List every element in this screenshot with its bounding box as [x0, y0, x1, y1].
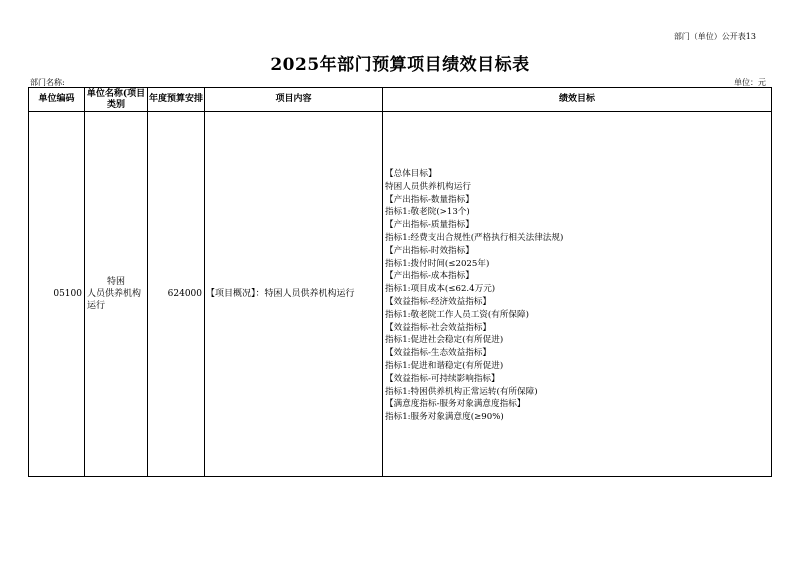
table-row [29, 112, 772, 477]
goal-line: 【产出指标-成本指标】 [385, 271, 474, 282]
goal-line: 指标1:经费支出合规性(严格执行相关法律法规) [385, 232, 564, 243]
goal-line: 【效益指标-社会效益指标】 [385, 322, 492, 333]
department-name-label: 部门名称: [30, 78, 65, 87]
goal-line: 指标1:服务对象满意度(≥90%) [385, 412, 504, 423]
cell-unit-code: 05100 [29, 112, 85, 477]
currency-unit-label: 单位：元 [734, 78, 766, 87]
unit-name-line1: 特困 [106, 277, 125, 287]
goal-line: 指标1:敬老院(>13个) [385, 207, 470, 218]
goal-line: 指标1:促进社会稳定(有所促进) [385, 335, 504, 346]
header-unit-name: 单位名称(项目类别 [85, 88, 148, 112]
header-performance-goals: 绩效目标 [383, 88, 772, 112]
unit-name-line2: 人员供养机构运行 [87, 289, 142, 311]
goal-line: 指标1:促进和谐稳定(有所促进) [385, 360, 504, 371]
goal-line: 指标1:项目成本(≤62.4万元) [385, 284, 496, 295]
header-project-content: 项目内容 [205, 88, 383, 112]
header-unit-code: 单位编码 [29, 88, 85, 112]
goal-line: 指标1:特困供养机构正常运转(有所保障) [385, 386, 538, 397]
goal-line: 特困人员供养机构运行 [385, 181, 471, 192]
cell-project-content: 【项目概况】：特困人员供养机构运行 [205, 112, 383, 477]
goal-line: 【产出指标-质量指标】 [385, 220, 474, 231]
goal-line: 【效益指标-可持续影响指标】 [385, 373, 500, 384]
goal-line: 【效益指标-生态效益指标】 [385, 348, 492, 359]
cell-unit-name [85, 112, 148, 477]
goal-line: 【总体目标】 [385, 169, 437, 179]
goal-line: 指标1:拨付时间(≤2025年) [385, 258, 490, 269]
performance-goals-table [28, 87, 772, 477]
goal-line: 【产出指标-数量指标】 [385, 194, 474, 205]
table-header-row [29, 88, 772, 112]
goal-line: 【产出指标-时效指标】 [385, 245, 474, 256]
page-title: 2025年部门预算项目绩效目标表 [270, 55, 530, 75]
goal-line: 指标1:敬老院工作人员工资(有所保障) [385, 309, 529, 320]
goal-line: 【满意度指标-服务对象满意度指标】 [385, 399, 526, 410]
cell-performance-goals [383, 112, 772, 477]
form-number: 部门（单位）公开表13 [673, 32, 756, 41]
header-annual-budget: 年度预算安排 [148, 88, 205, 112]
goal-line: 【效益指标-经济效益指标】 [385, 296, 492, 307]
cell-annual-budget: 624000 [148, 112, 205, 477]
performance-goal-list [385, 168, 771, 424]
